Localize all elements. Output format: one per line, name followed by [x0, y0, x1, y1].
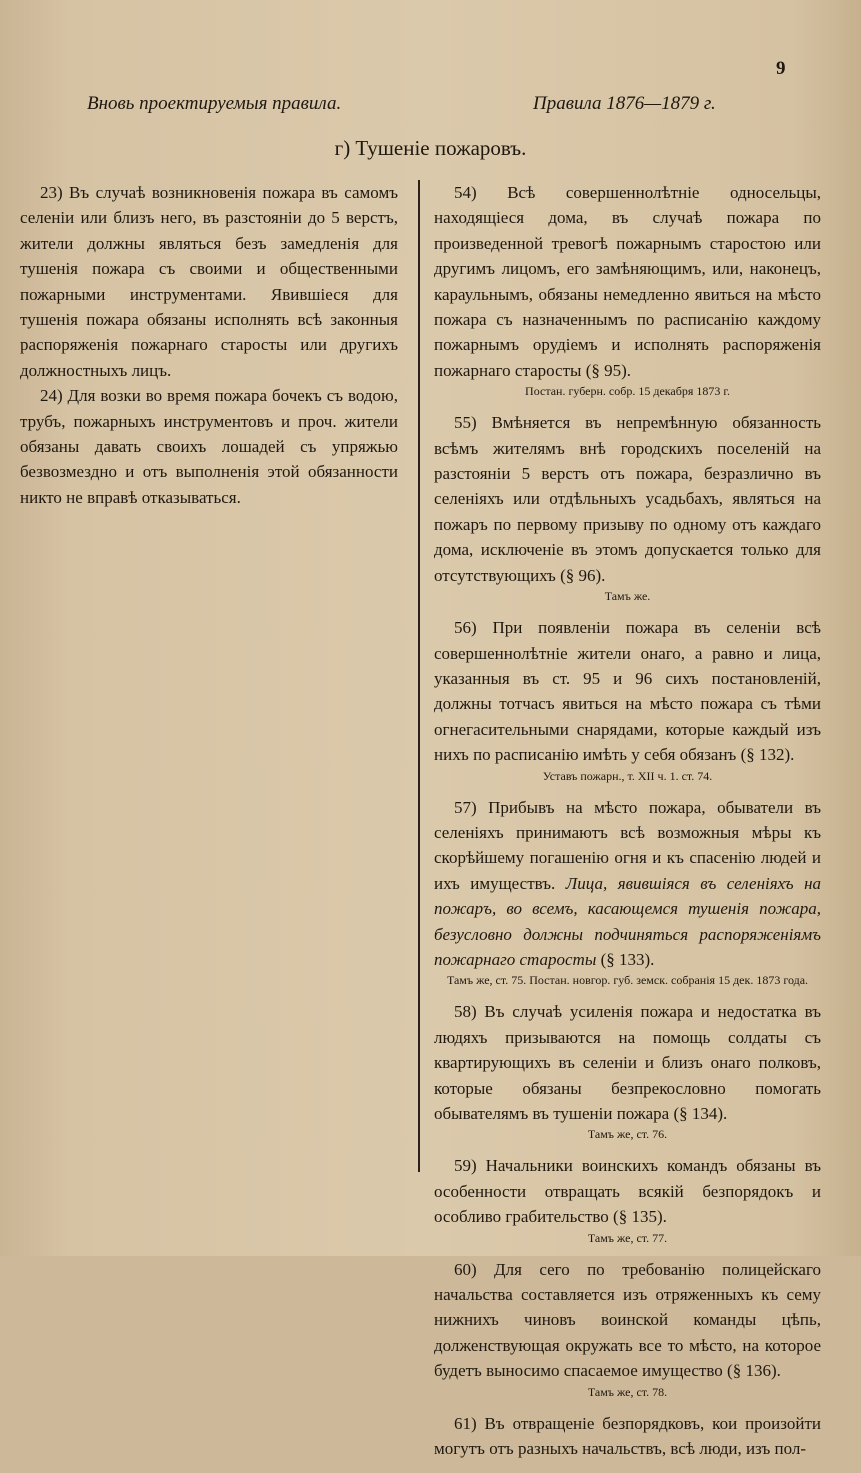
column-header-right: Правила 1876—1879 г.	[533, 93, 716, 114]
article-56	[434, 615, 821, 782]
article-61	[434, 1411, 821, 1462]
page-number: 9	[776, 58, 786, 79]
article-23: 23) Въ случаѣ возникновенія пожара въ самомъ селеніи или близъ него, въ разстояніи до 5 верстъ, жители должны являться безъ замедленія для тушенія пожара съ своими и общественными пожарными инструментами. Явившіеся для тушенія пожара обязаны исполнять всѣ законныя распоряженія пожарнаго старосты или другихъ должностныхъ лицъ.	[20, 183, 398, 380]
left-column	[20, 180, 398, 510]
article-text: 55) Вмѣняется въ непремѣнную обязанность всѣмъ жителямъ внѣ городскихъ поселеній на разстояніи 5 верстъ отъ пожара, безразлично въ селеніяхъ или отдѣльныхъ усадьбахъ, являться на пожаръ по первому призыву по одному отъ каждаго дома, исключеніе въ этомъ допускается только для отсутствующихъ (§ 96).	[434, 413, 821, 585]
article-source: Тамъ же.	[604, 589, 651, 604]
article-60	[434, 1257, 821, 1399]
article-source: Уставъ пожарн., т. XII ч. 1. ст. 74.	[542, 768, 713, 783]
article-57	[434, 795, 821, 988]
article-58	[434, 999, 821, 1141]
article-source: Тамъ же, ст. 75. Постан. новгор. губ. земск. собранія 15 дек. 1873 года.	[446, 973, 809, 988]
article-text: 56) При появленіи пожара въ селеніи всѣ совершеннолѣтніе жители онаго, а равно и лица, указанныя въ ст. 95 и 96 сихъ постановленій, должны тотчасъ явиться на мѣсто пожара съ тѣми огнегасительными снарядами, которые каждый изъ нихъ по расписанію имѣть у себя обязанъ (§ 132).	[434, 618, 821, 765]
article-text: 60) Для сего по требованію полицейскаго начальства составляется изъ отряженныхъ къ сему нижнихъ чиновъ воинской команды цѣпь, долженствующая окружать все то мѣсто, на которое будетъ выносимо спасаемое имущество (§ 136).	[434, 1259, 821, 1381]
article-text-tail: (§ 133).	[600, 949, 655, 969]
article-55	[434, 410, 821, 603]
article-text: 59) Начальники воинскихъ командъ обязаны въ особенности отвращать всякій безпорядокъ и особливо грабительство (§ 135).	[434, 1156, 821, 1227]
article-source: Постан. губерн. собр. 15 декабря 1873 г.	[525, 384, 730, 399]
right-column	[434, 180, 821, 1473]
column-divider	[418, 180, 420, 1172]
article-text: 54) Всѣ совершеннолѣтніе односельцы, находящіеся дома, въ случаѣ пожара по произведенной тревогѣ пожарнымъ старостою или другимъ лицомъ, его замѣняющимъ, или, наконецъ, караульнымъ, обязаны немедленно явиться на мѣсто пожара съ назначеннымъ по расписанію каждому пожарнымъ орудіемъ и исполнять распоряженія пожарнаго старосты (§ 95).	[434, 183, 821, 380]
article-text: 58) Въ случаѣ усиленія пожара и недостатка въ людяхъ призываются на помощь солдаты съ квартирующихъ въ селеніи и близъ онаго полковъ, которые обязаны безпрекословно помогать обывателямъ въ тушеніи пожара (§ 134).	[434, 1002, 821, 1123]
article-54	[434, 180, 821, 398]
article-source: Тамъ же, ст. 78.	[587, 1384, 668, 1399]
article-text-main: 57) Прибывъ на мѣсто пожара, обыватели въ селеніяхъ принимаютъ всѣ возможныя мѣры къ скорѣйшему погашенію огня и къ спасенію людей и ихъ имуществъ.	[434, 797, 821, 893]
article-source: Тамъ же, ст. 77.	[587, 1230, 668, 1245]
column-header-left: Вновь проектируемыя правила.	[87, 93, 342, 114]
section-title: г) Тушеніе пожаровъ.	[334, 136, 527, 160]
article-text-italic: Лица, явившіяся въ селеніяхъ на пожаръ, во всемъ, касающемся тушенія пожара, безусловно должны подчиняться распоряженіямъ пожарнаго старосты	[434, 873, 822, 969]
article-text	[434, 795, 821, 973]
article-59	[434, 1153, 821, 1244]
article-text: 61) Въ отвращеніе безпорядковъ, кои произойти могутъ отъ разныхъ начальствъ, всѣ люди, изъ пол-	[434, 1413, 821, 1459]
article-24: 24) Для возки во время пожара бочекъ съ водою, трубъ, пожарныхъ инструментовъ и проч. жители обязаны давать своихъ лошадей съ упряжью безвозмездно и отъ выполненія этой обязанности никто не вправѣ отказываться.	[20, 386, 398, 507]
article-source: Тамъ же, ст. 76.	[587, 1127, 668, 1142]
